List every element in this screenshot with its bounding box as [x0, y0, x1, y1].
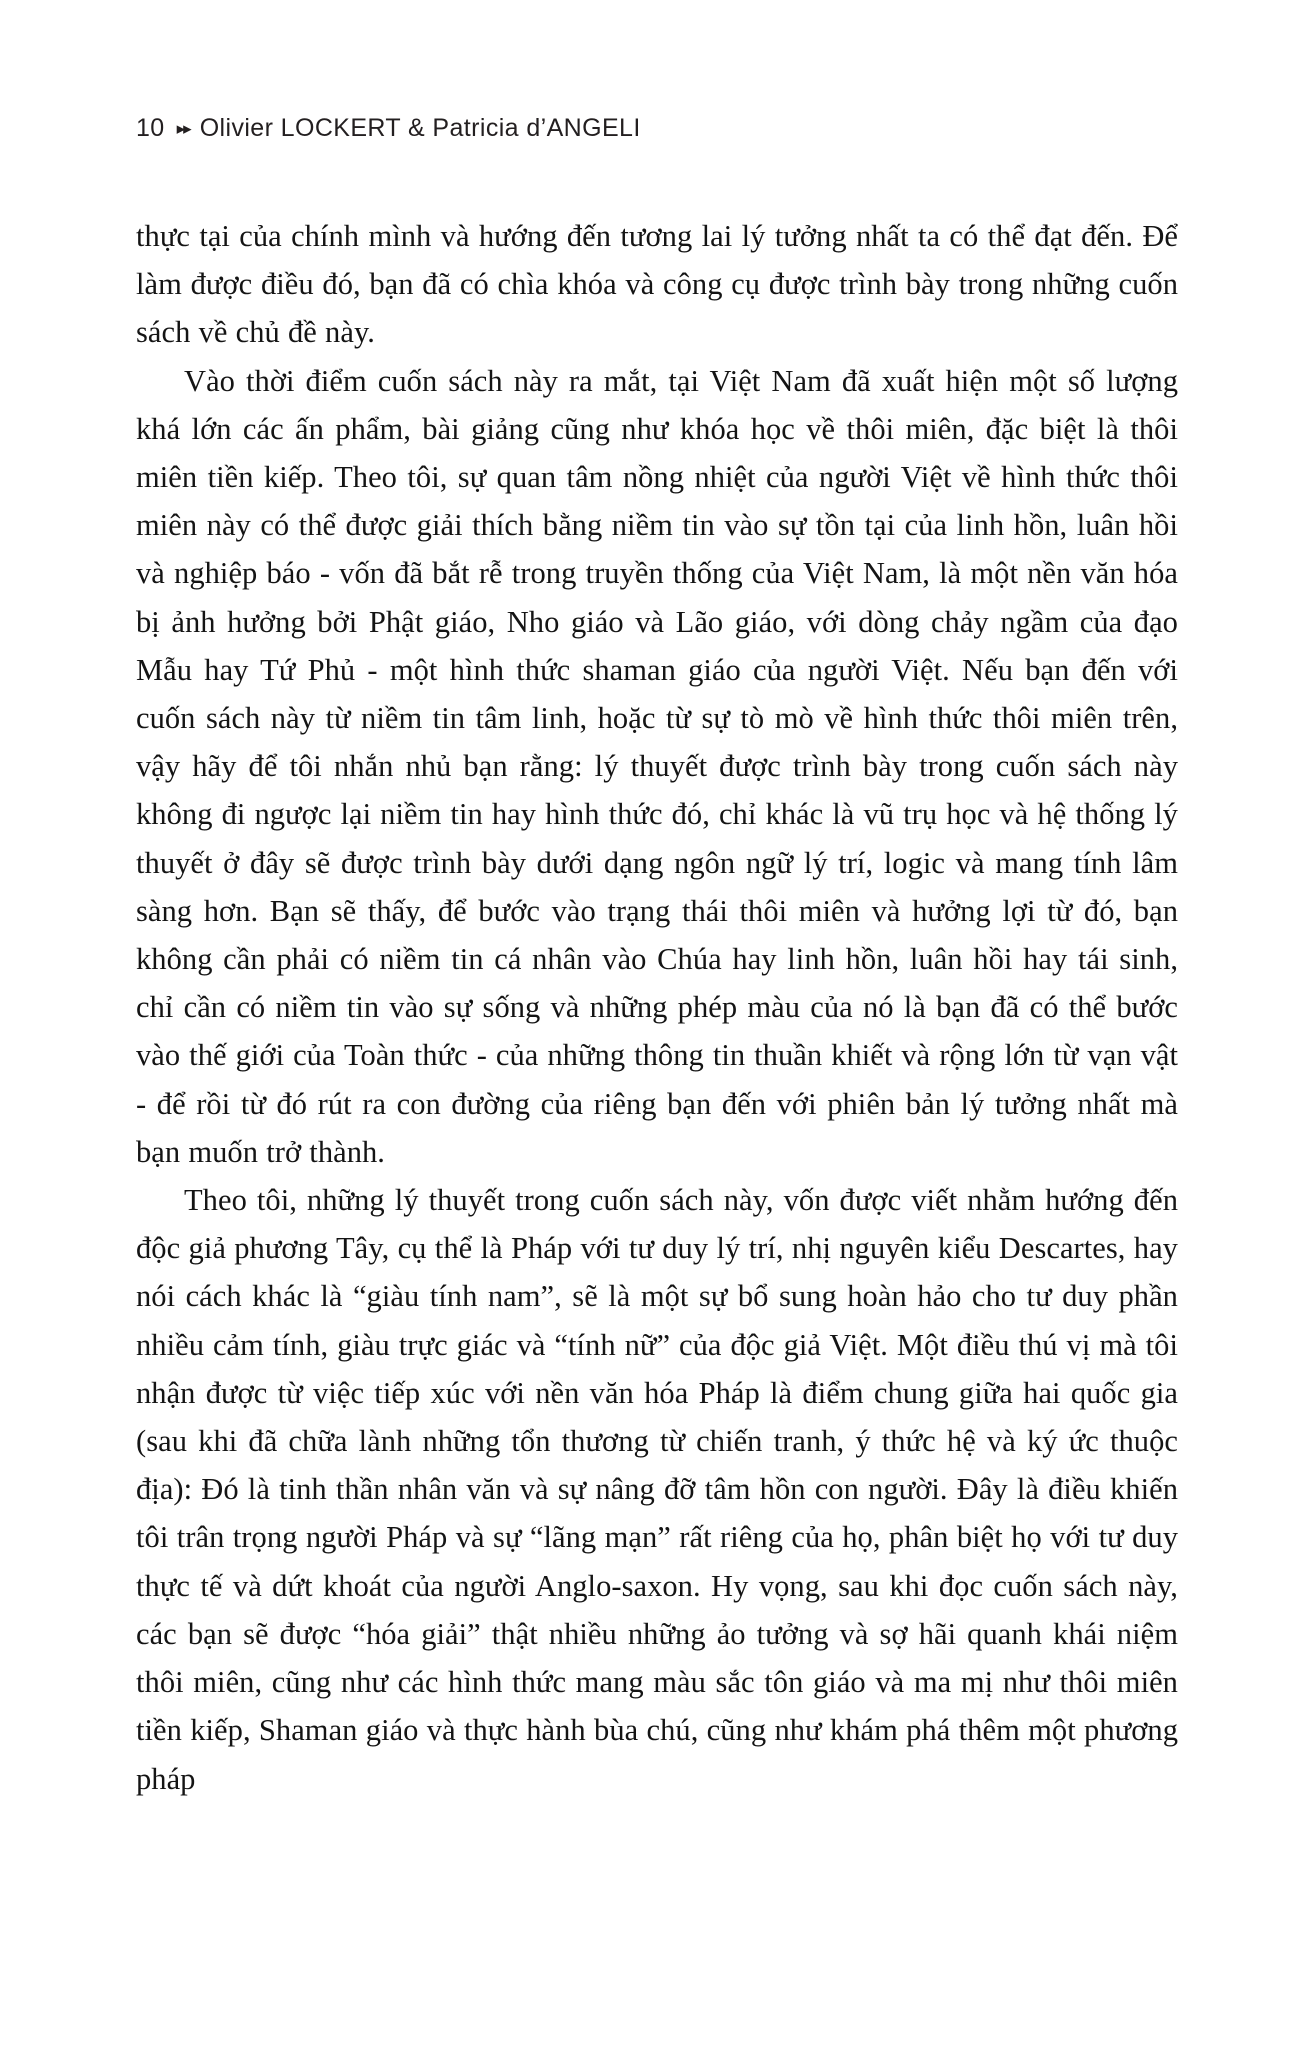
body-text-column: [136, 212, 1178, 1803]
running-head-author: Olivier LOCKERT & Patricia d’ANGELI: [199, 114, 641, 142]
running-header: [136, 114, 641, 143]
page-number: 10: [136, 114, 165, 142]
paragraph-western-readers: Theo tôi, những lý thuyết trong cuốn sách này, vốn được viết nhằm hướng đến độc giả phương Tây, cụ thể là Pháp với tư duy lý trí, nhị nguyên kiểu Descartes, hay nói cách khác là “giàu tính nam”, sẽ là một sự bổ sung hoàn hảo cho tư duy phần nhiều cảm tính, giàu trực giác và “tính nữ” của độc giả Việt. Một điều thú vị mà tôi nhận được từ việc tiếp xúc với nền văn hóa Pháp là điểm chung giữa hai quốc gia (sau khi đã chữa lành những tổn thương từ chiến tranh, ý thức hệ và ký ức thuộc địa): Đó là tinh thần nhân văn và sự nâng đỡ tâm hồn con người. Đây là điều khiến tôi trân trọng người Pháp và sự “lãng mạn” rất riêng của họ, phân biệt họ với tư duy thực tế và dứt khoát của người Anglo-saxon. Hy vọng, sau khi đọc cuốn sách này, các bạn sẽ được “hóa giải” thật nhiều những ảo tưởng và sợ hãi quanh khái niệm thôi miên, cũng như các hình thức mang màu sắc tôn giáo và ma mị như thôi miên tiền kiếp, Shaman giáo và thực hành bùa chú, cũng như khám phá thêm một phương pháp: [136, 1183, 1178, 1796]
double-triangle-icon: ▸▸: [176, 119, 190, 138]
paragraph-continued: thực tại của chính mình và hướng đến tương lai lý tưởng nhất ta có thể đạt đến. Để làm được điều đó, bạn đã có chìa khóa và công cụ được trình bày trong những cuốn sách về chủ đề này.: [136, 219, 1178, 350]
paragraph-vietnam-hypnosis: Vào thời điểm cuốn sách này ra mắt, tại Việt Nam đã xuất hiện một số lượng khá lớn các ấn phẩm, bài giảng cũng như khóa học về thôi miên, đặc biệt là thôi miên tiền kiếp. Theo tôi, sự quan tâm nồng nhiệt của người Việt về hình thức thôi miên này có thể được giải thích bằng niềm tin vào sự tồn tại của linh hồn, luân hồi và nghiệp báo - vốn đã bắt rễ trong truyền thống của Việt Nam, là một nền văn hóa bị ảnh hưởng bởi Phật giáo, Nho giáo và Lão giáo, với dòng chảy ngầm của đạo Mẫu hay Tứ Phủ - một hình thức shaman giáo của người Việt. Nếu bạn đến với cuốn sách này từ niềm tin tâm linh, hoặc từ sự tò mò về hình thức thôi miên trên, vậy hãy để tôi nhắn nhủ bạn rằng: lý thuyết được trình bày trong cuốn sách này không đi ngược lại niềm tin hay hình thức đó, chỉ khác là vũ trụ học và hệ thống lý thuyết ở đây sẽ được trình bày dưới dạng ngôn ngữ lý trí, logic và mang tính lâm sàng hơn. Bạn sẽ thấy, để bước vào trạng thái thôi miên và hưởng lợi từ đó, bạn không cần phải có niềm tin cá nhân vào Chúa hay linh hồn, luân hồi hay tái sinh, chỉ cần có niềm tin vào sự sống và những phép màu của nó là bạn đã có thể bước vào thế giới của Toàn thức - của những thông tin thuần khiết và rộng lớn từ vạn vật - để rồi từ đó rút ra con đường của riêng bạn đến với phiên bản lý tưởng nhất mà bạn muốn trở thành.: [136, 363, 1178, 1169]
